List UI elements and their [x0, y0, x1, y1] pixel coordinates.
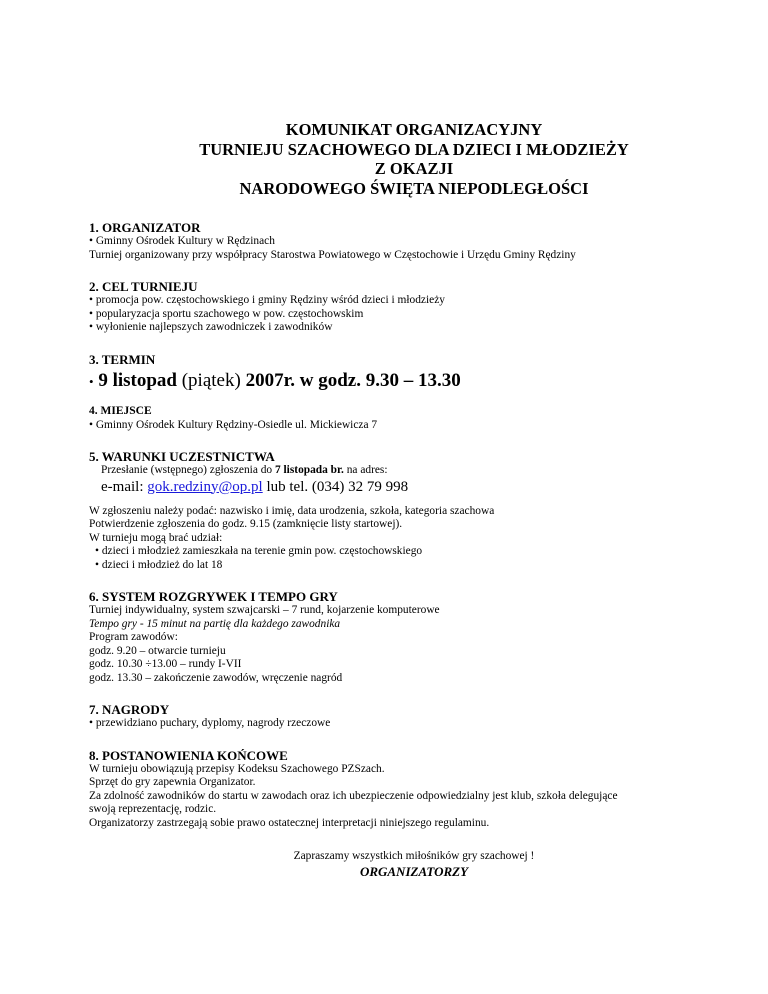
- system-line: Turniej indywidualny, system szwajcarski – 7 rund, kojarzenie komputerowe: [89, 604, 440, 616]
- section-heading: 7. NAGRODY: [89, 702, 170, 717]
- condition-line: W zgłoszeniu należy podać: nazwisko i imię, data urodzenia, szkoła, kategoria szachowa: [89, 504, 495, 517]
- condition-item: • dzieci i młodzież zamieszkała na terenie gmin pow. częstochowskiego: [95, 545, 423, 557]
- tempo-line: Tempo gry - 15 minut na partię dla każdego zawodnika: [89, 617, 341, 630]
- program-item: godz. 13.30 – zakończenie zawodów, wręczenie nagród: [89, 671, 343, 684]
- section-place: [89, 404, 739, 433]
- goal-item: • popularyzacja sportu szachowego w pow. częstochowskim: [89, 307, 364, 320]
- phone-text: lub tel. (034) 32 79 998: [262, 478, 409, 495]
- document-page: [89, 120, 739, 879]
- invitation: Zapraszamy wszystkich miłośników gry szachowej !: [293, 850, 535, 862]
- section-heading: 1. ORGANIZATOR: [89, 220, 201, 235]
- title-line-1: KOMUNIKAT ORGANIZACYJNY: [285, 120, 543, 139]
- place-line: • Gminny Ośrodek Kultury Rędziny-Osiedle ul. Mickiewicza 7: [89, 418, 378, 431]
- date-weekday: (piątek): [181, 369, 241, 391]
- title-line-3: Z OKAZJI: [374, 159, 454, 178]
- tournament-date: [89, 369, 739, 394]
- title-line-2: TURNIEJU SZACHOWEGO DLA DZIECI I MŁODZIEŻY: [199, 139, 629, 159]
- program-item: godz. 9.20 – otwarcie turnieju: [89, 644, 226, 657]
- date-main: 9 listopad: [93, 369, 182, 391]
- organizer-line: • Gminny Ośrodek Kultury w Rędzinach: [89, 235, 275, 247]
- section-heading: 6. SYSTEM ROZGRYWEK I TEMPO GRY: [89, 589, 338, 604]
- section-prizes: [89, 702, 739, 731]
- final-line: W turnieju obowiązują przepisy Kodeksu Szachowego PZSzach.: [89, 762, 385, 775]
- bullet: •: [89, 373, 94, 389]
- goal-item: • promocja pow. częstochowskiego i gminy Rędziny wśród dzieci i młodzieży: [89, 294, 445, 306]
- section-organizer: [89, 220, 739, 262]
- section-system: [89, 589, 739, 685]
- prizes-line: • przewidziano puchary, dyplomy, nagrody rzeczowe: [89, 717, 331, 729]
- registration-address-label: na adres:: [343, 464, 388, 476]
- final-line: Sprzęt do gry zapewnia Organizator.: [89, 776, 256, 788]
- final-line: swoją reprezentację, rodzic.: [89, 803, 217, 815]
- registration-deadline: 7 listopada br.: [274, 464, 344, 476]
- condition-line: Potwierdzenie zgłoszenia do godz. 9.15 (zamknięcie listy startowej).: [89, 518, 403, 530]
- signature: ORGANIZATORZY: [359, 863, 469, 879]
- section-heading: 2. CEL TURNIEJU: [89, 279, 198, 294]
- program-item: godz. 10.30 ÷13.00 – rundy I-VII: [89, 658, 242, 670]
- document-title: [89, 120, 739, 198]
- section-heading: 8. POSTANOWIENIA KOŃCOWE: [89, 747, 288, 763]
- final-line: Organizatorzy zastrzegają sobie prawo ostatecznej interpretacji niniejszego regulaminu.: [89, 816, 490, 829]
- organizer-cooperation: Turniej organizowany przy współpracy Starostwa Powiatowego w Częstochowie i Urzędu Gminy Rędziny: [89, 248, 576, 261]
- section-date: [89, 352, 739, 394]
- section-heading: 3. TERMIN: [89, 351, 156, 367]
- title-line-4: NARODOWEGO ŚWIĘTA NIEPODLEGŁOŚCI: [239, 178, 589, 198]
- section-heading: 4. MIEJSCE: [89, 404, 152, 417]
- condition-item: • dzieci i młodzież do lat 18: [95, 558, 223, 571]
- section-goal: [89, 279, 739, 335]
- date-hours: 2007r. w godz. 9.30 – 13.30: [240, 369, 461, 391]
- final-line: Za zdolność zawodników do startu w zawodach oraz ich ubezpieczenie odpowiedzialny jest klub, szkoła delegujące: [89, 789, 618, 802]
- condition-line: W turnieju mogą brać udział:: [89, 531, 223, 544]
- section-heading: 5. WARUNKI UCZESTNICTWA: [89, 449, 275, 464]
- registration-line: [89, 464, 739, 478]
- goal-item: • wyłonienie najlepszych zawodniczek i zawodników: [89, 321, 333, 333]
- email-link[interactable]: gok.redziny@op.pl: [147, 478, 263, 495]
- email-label: e-mail:: [101, 478, 148, 495]
- section-conditions: [89, 449, 739, 572]
- closing: [89, 850, 739, 879]
- program-heading: Program zawodów:: [89, 631, 178, 643]
- registration-text: Przesłanie (wstępnego) zgłoszenia do: [101, 464, 275, 476]
- section-final: [89, 748, 739, 831]
- contact-line: [89, 478, 739, 497]
